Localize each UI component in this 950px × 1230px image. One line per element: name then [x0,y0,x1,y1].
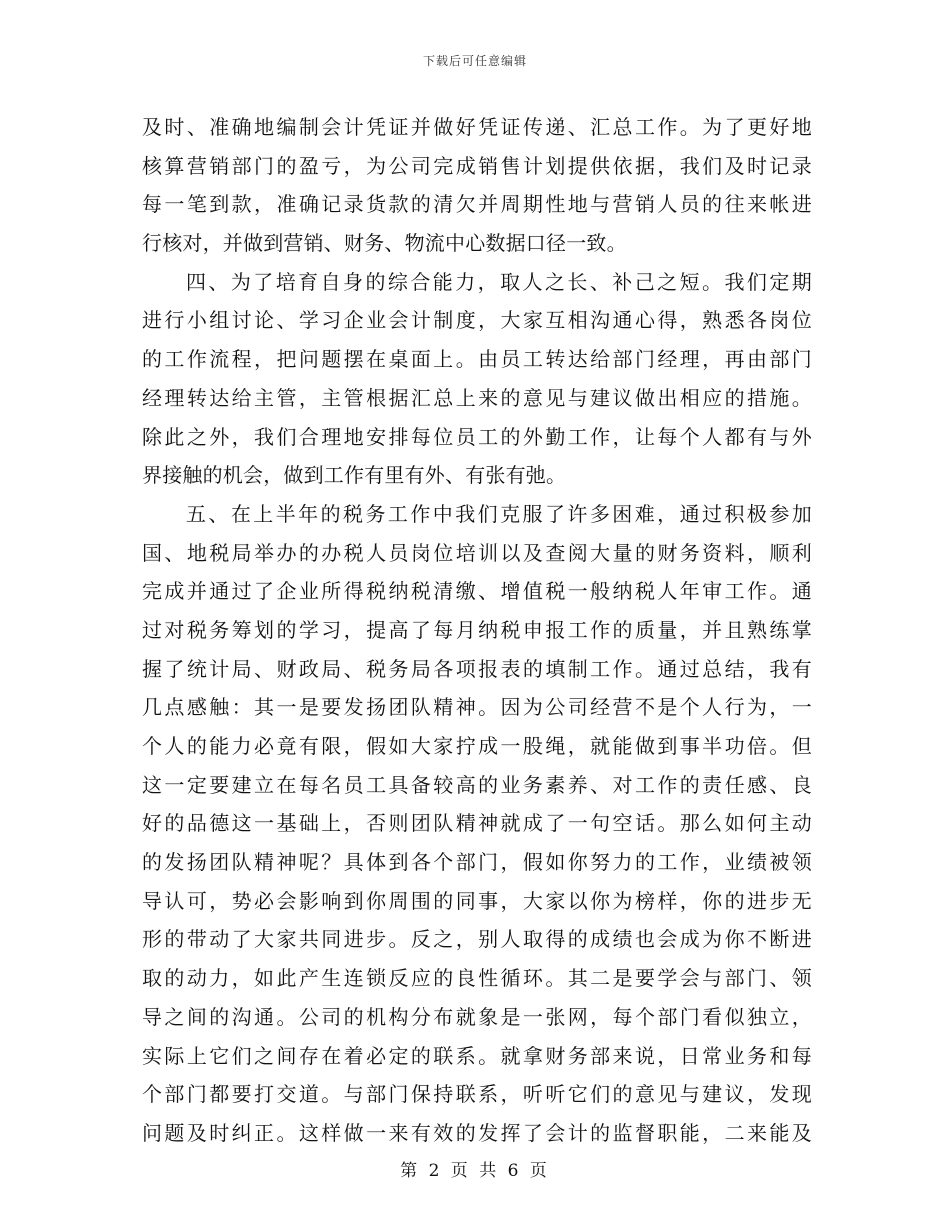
text-line: 行核对，并做到营销、财务、物流中心数据口径一致。 [142,231,627,256]
text-line: 取的动力，如此产生连锁反应的良性循环。其二是要学会与部门、领 [142,966,812,991]
text-line: 实际上它们之间存在着必定的联系。就拿财务部来说，日常业务和每 [142,1043,812,1068]
text-line: 导之间的沟通。公司的机构分布就象是一张网，每个部门看似独立， [142,1004,812,1029]
text-line: 进行小组讨论、学习企业会计制度，大家互相沟通心得，熟悉各岗位 [142,308,812,333]
text-line: 每一笔到款，准确记录货款的清欠并周期性地与营销人员的往来帐进 [142,192,812,217]
text-line: 问题及时纠正。这样做一来有效的发挥了会计的监督职能，二来能及 [142,1120,812,1145]
text-line: 几点感触：其一是要发扬团队精神。因为公司经营不是个人行为，一 [142,695,812,720]
current-page-number: 2 [428,1161,443,1181]
text-line: 的发扬团队精神呢？具体到各个部门，假如你努力的工作，业绩被领 [142,850,812,875]
text-line: 的工作流程，把问题摆在桌面上。由员工转达给部门经理，再由部门 [142,347,812,372]
text-line: 除此之外，我们合理地安排每位员工的外勤工作，让每个人都有与外 [142,424,812,449]
paragraph-start: 四、为了培育自身的综合能力，取人之长、补己之短。我们定期 [186,269,812,294]
text-line: 国、地税局举办的办税人员岗位培训以及查阅大量的财务资料，顺利 [142,540,812,565]
page-footer [0,1156,950,1181]
text-line: 过对税务筹划的学习，提高了每月纳税申报工作的质量，并且熟练掌 [142,617,812,642]
text-line: 经理转达给主管，主管根据汇总上来的意见与建议做出相应的措施。 [142,385,812,410]
text-line: 导认可，势必会影响到你周围的同事，大家以你为榜样，你的进步无 [142,888,812,913]
text-line: 握了统计局、财政局、税务局各项报表的填制工作。通过总结，我有 [142,656,812,681]
page-header: 下载后可任意编辑 [422,54,527,68]
text-line: 这一定要建立在每名员工具备较高的业务素养、对工作的责任感、良 [142,772,812,797]
text-line: 个部门都要打交道。与部门保持联系，听听它们的意见与建议，发现 [142,1082,812,1107]
footer-suffix: 页 [529,1161,550,1181]
paragraph-start: 五、在上半年的税务工作中我们克服了许多困难，通过积极参加 [186,501,812,526]
footer-middle: 页 共 [450,1161,500,1181]
footer-prefix: 第 [400,1161,421,1181]
text-line: 及时、准确地编制会计凭证并做好凭证传递、汇总工作。为了更好地 [142,115,812,139]
text-line: 核算营销部门的盈亏，为公司完成销售计划提供依据，我们及时记录 [142,153,812,178]
text-line: 好的品德这一基础上，否则团队精神就成了一句空话。那么如何主动 [142,811,812,836]
document-body [142,108,812,1153]
total-pages-number: 6 [507,1161,522,1181]
text-line: 形的带动了大家共同进步。反之，别人取得的成绩也会成为你不断进 [142,927,812,952]
text-line: 界接触的机会，做到工作有里有外、有张有弛。 [142,463,567,488]
text-line: 个人的能力必竟有限，假如大家拧成一股绳，就能做到事半功倍。但 [142,734,812,758]
text-line: 完成并通过了企业所得税纳税清缴、增值税一般纳税人年审工作。通 [142,579,812,604]
